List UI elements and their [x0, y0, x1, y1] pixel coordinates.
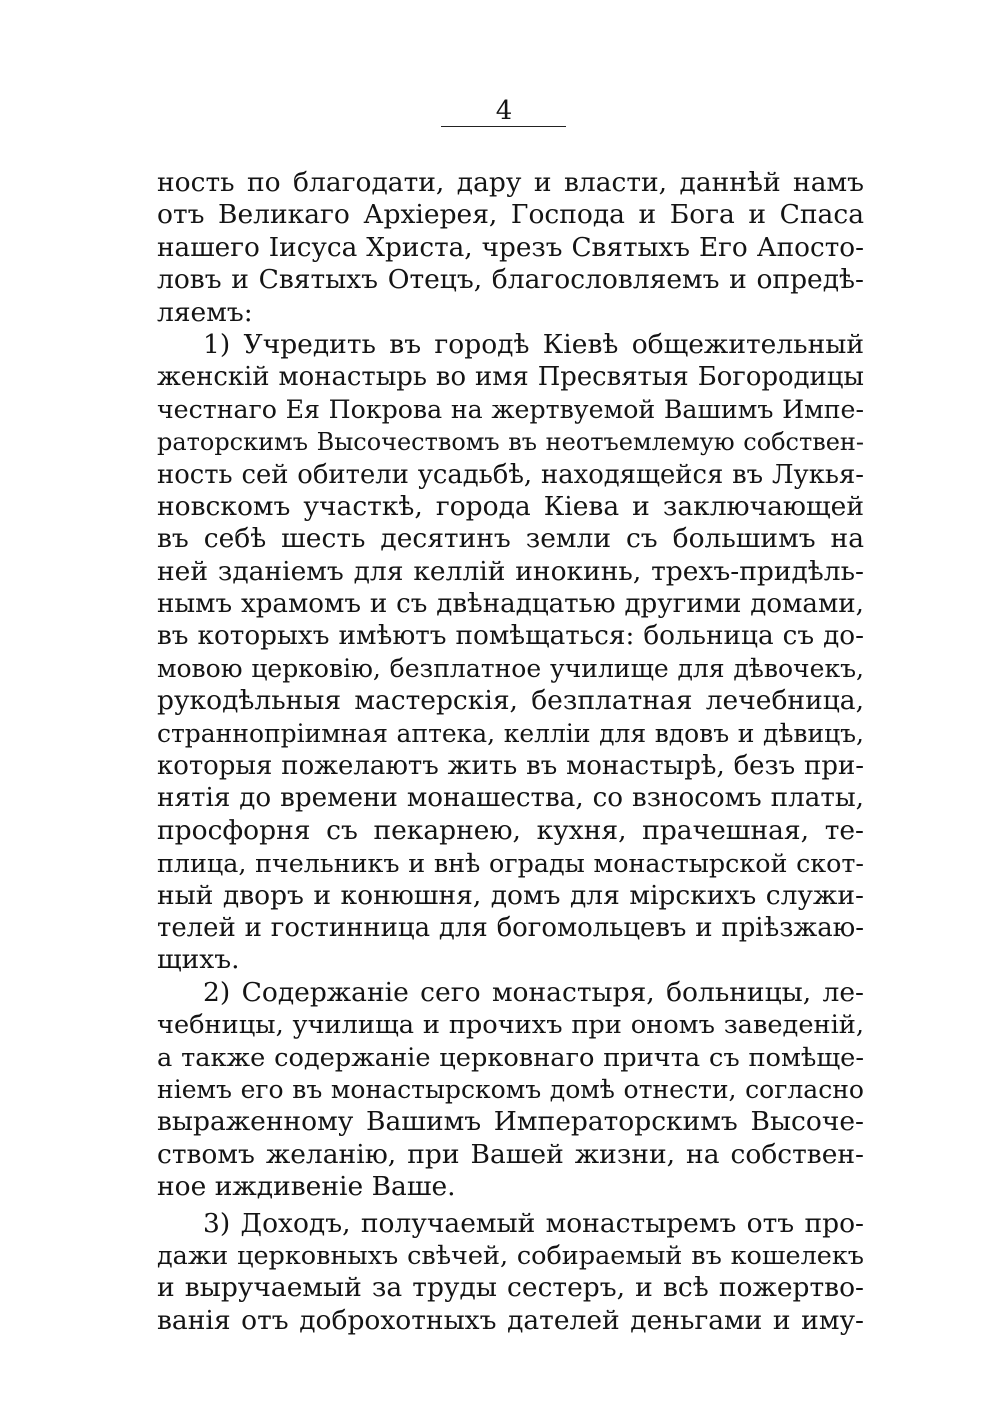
item-3-paragraph	[157, 1208, 864, 1338]
text-line: ствомъ желанію, при Вашей жизни, на собствен-	[157, 1138, 864, 1170]
page-number: 4	[495, 96, 513, 126]
body-text	[157, 167, 864, 1337]
text-line: ней зданіемъ для келлій инокинь, трехъ-придѣль-	[157, 555, 864, 587]
text-line: страннопріимная аптека, келліи для вдовъ и дѣвицъ,	[157, 718, 864, 748]
intro-paragraph	[157, 167, 864, 329]
text-line: отъ Великаго Архіерея, Господа и Бога и Спаса	[157, 199, 864, 231]
text-line: плица, пчельникъ и внѣ ограды монастырской скот-	[157, 848, 864, 879]
text-line: а также содержаніе церковнаго причта съ помѣще-	[157, 1042, 864, 1073]
text-line: выраженному Вашимъ Императорскимъ Высоче-	[157, 1106, 864, 1138]
text-line: ный дворъ и конюшня, домъ для мірскихъ служи-	[157, 879, 864, 911]
text-line: ное иждивеніе Ваше.	[157, 1171, 456, 1203]
text-line: рукодѣльныя мастерскія, безплатная лечебница,	[157, 685, 864, 717]
item-1-paragraph	[157, 329, 864, 977]
text-line: ность сей обители усадьбѣ, находящейся въ Лукья-	[157, 459, 864, 490]
item-2-paragraph	[157, 977, 864, 1204]
text-line: дажи церковныхъ свѣчей, собираемый въ кошелекъ	[157, 1240, 864, 1271]
text-line: нашего Іисуса Христа, чрезъ Святыхъ Его Апосто-	[157, 232, 864, 263]
text-line: просфорня съ пекарнею, кухня, прачешная, те-	[157, 814, 864, 846]
text-line: мовою церковію, безплатное училище для дѣвочекъ,	[157, 653, 864, 683]
text-line: 2) Содержаніе сего монастыря, больницы, ле-	[203, 976, 864, 1008]
text-line: нятія до времени монашества, со взносомъ платы,	[157, 783, 864, 814]
text-line: щихъ.	[157, 944, 240, 976]
text-line: ловъ и Святыхъ Отецъ, благословляемъ и опредѣ-	[157, 264, 864, 296]
text-line: раторскимъ Высочествомъ въ неотъемлемую собствен-	[157, 428, 864, 457]
text-line: чебницы, училища и прочихъ при ономъ заведеній,	[157, 1010, 864, 1041]
text-line: 1) Учредить въ городѣ Кіевѣ общежительный	[203, 328, 864, 360]
page-number-rule	[441, 126, 566, 127]
text-line: въ которыхъ имѣютъ помѣщаться: больница съ до-	[157, 621, 864, 652]
text-line: ляемъ:	[157, 296, 253, 328]
text-line: ніемъ его въ монастырскомъ домѣ отнести, согласно	[157, 1074, 864, 1104]
text-line: новскомъ участкѣ, города Кіева и заключающей	[157, 490, 864, 522]
text-line: ванія отъ доброхотныхъ дателей деньгами и иму-	[157, 1304, 864, 1336]
text-line: женскій монастырь во имя Пресвятыя Богородицы	[157, 362, 864, 393]
text-line: которыя пожелаютъ жить въ монастырѣ, безъ при-	[157, 751, 864, 782]
text-line: телей и гостинница для богомольцевъ и пріѣзжаю-	[157, 912, 864, 943]
text-line: 3) Доходъ, получаемый монастыремъ отъ про-	[203, 1207, 864, 1239]
text-line: и выручаемый за труды сестеръ, и всѣ пожертво-	[157, 1272, 864, 1304]
text-line: честнаго Ея Покрова на жертвуемой Вашимъ Импе-	[157, 394, 864, 424]
text-line: въ себѣ шесть десятинъ земли съ большимъ на	[157, 523, 864, 555]
text-line: нымъ храмомъ и съ двѣнадцатью другими домами,	[157, 589, 864, 620]
text-line: ность по благодати, дару и власти, даннѣй намъ	[157, 167, 864, 198]
